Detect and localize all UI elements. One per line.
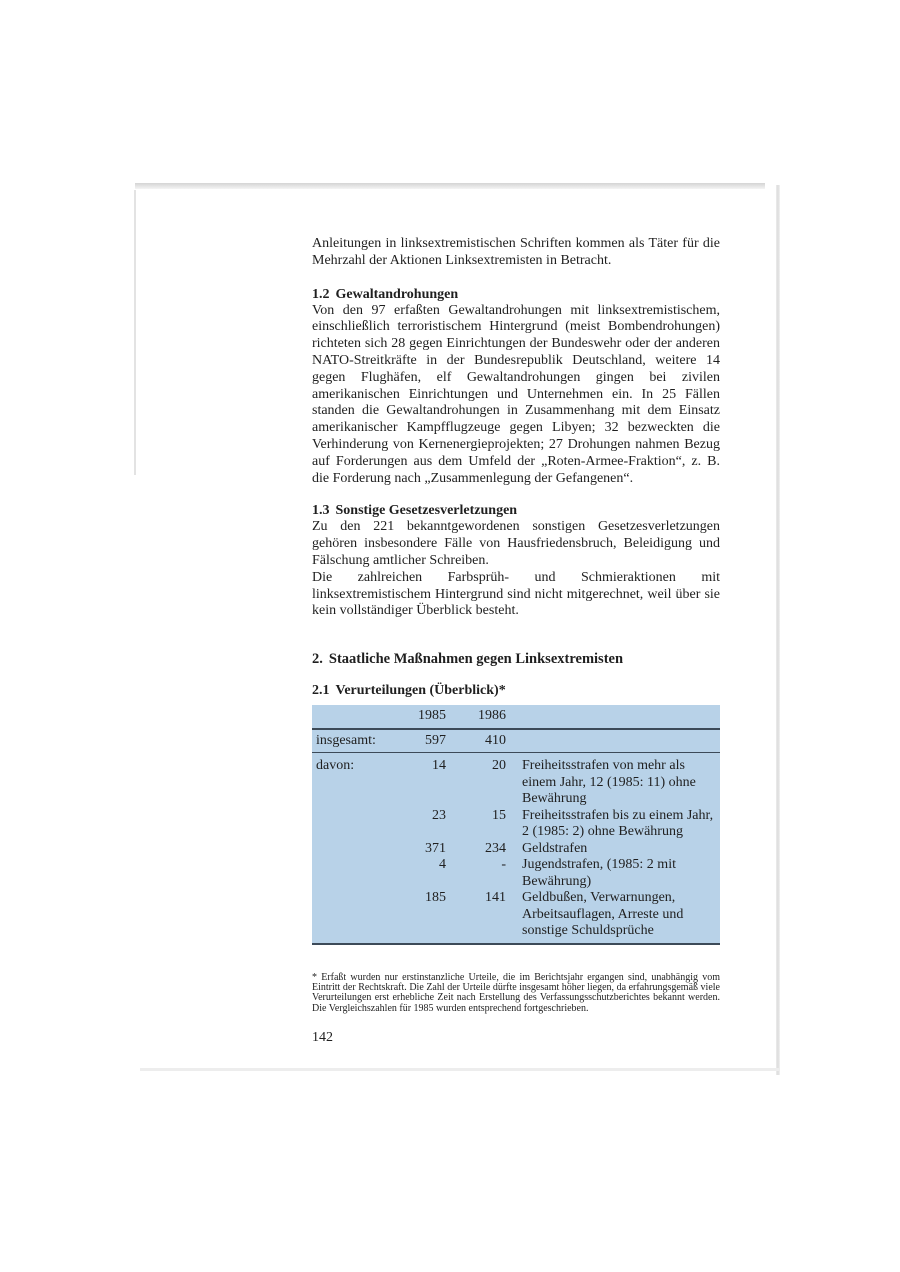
scan-edge-left	[134, 190, 136, 475]
table-header-row	[312, 705, 720, 730]
value-1985: 23	[432, 807, 446, 823]
document-page	[312, 236, 720, 1046]
section-1-2-text: Von den 97 erfaßten Gewaltandrohungen mit linksextremistischem, einschließlich terroristischem Hintergrund (meist Bombendrohungen) richteten sich 28 gegen Einrichtungen der Bundeswehr oder der anderen NATO-Streitkräfte in der Bundesrepublik Deutschland, weitere 14 gegen Flughäfen, elf Gewaltandrohungen gingen bei zivilen amerikanischen Einrichtungen und Unternehmen ein. In 25 Fällen standen die Gewaltandrohungen in Zusammenhang mit dem Einsatz amerikanischer Kampfflugzeuge gegen Libyen; 32 bezweckten die Verhinderung von Kernenergieprojekten; 27 Drohungen nahmen Bezug auf Forderungen aus dem Umfeld der „Roten-Armee-Fraktion“, z. B. die Forderung nach „Zusammenlegung der Gefangenen“.	[312, 302, 720, 486]
row-description: Freiheitsstrafen von mehr als einem Jahr, 12 (1985: 11) ohne Bewährung	[522, 758, 696, 807]
section-title: Verurteilungen (Überblick)*	[335, 683, 506, 699]
header-1986: 1986	[478, 708, 506, 724]
row-label	[312, 808, 390, 841]
section-title: Sonstige Gesetzesverletzungen	[335, 503, 518, 519]
table-row	[312, 758, 720, 808]
total-1985: 597	[425, 732, 446, 748]
row-label	[312, 857, 390, 890]
row-description: Jugendstrafen, (1985: 2 mit Bewährung)	[522, 857, 676, 889]
section-1-3-text-2: Die zahlreichen Farbsprüh- und Schmieraktionen mit linksextremistischem Hintergrund sind nicht mitgerechnet, weil über sie kein vollständiger Überblick besteht.	[312, 569, 720, 619]
section-number: 2.1	[312, 683, 330, 699]
section-number: 1.3	[312, 503, 330, 519]
value-1985: 371	[425, 840, 446, 856]
table-row	[312, 841, 720, 858]
row-description: Geldbußen, Verwarnungen, Arbeitsauflagen, Arreste und sonstige Schuldsprüche	[522, 890, 684, 939]
table-body	[312, 753, 720, 945]
table-row	[312, 808, 720, 841]
value-1986: -	[501, 857, 506, 873]
footnote: * Erfaßt wurden nur erstinstanzliche Urteile, die im Berichtsjahr ergangen sind, unabhängig vom Eintritt der Rechtskraft. Die Zahl der Urteile dürfte insgesamt höher liegen, da erfahrungsgemäß viele Verurteilungen erst erhebliche Zeit nach Erstellung des Verfassungsschutzberichtes bekannt werden. Die Vergleichszahlen für 1985 wurden entsprechend fortgeschrieben.	[312, 971, 720, 1014]
row-description: Freiheitsstrafen bis zu einem Jahr, 2 (1985: 2) ohne Bewährung	[522, 807, 714, 840]
section-1-2-heading	[312, 286, 720, 303]
value-1985: 185	[425, 890, 446, 906]
section-2-heading	[312, 650, 720, 668]
section-2-1-heading	[312, 682, 720, 699]
total-label: insgesamt:	[316, 732, 376, 748]
section-number: 2.	[312, 651, 323, 668]
value-1986: 15	[492, 807, 506, 823]
table-total-row	[312, 730, 720, 754]
row-label	[312, 890, 390, 940]
section-title: Gewaltandrohungen	[335, 286, 459, 302]
row-description: Geldstrafen	[522, 840, 588, 856]
value-1985: 14	[432, 758, 446, 774]
value-1985: 4	[439, 857, 446, 873]
convictions-table	[312, 705, 720, 945]
section-number: 1.2	[312, 286, 330, 302]
table-row	[312, 857, 720, 890]
value-1986: 234	[485, 840, 506, 856]
table-row	[312, 890, 720, 940]
row-label: davon:	[316, 758, 355, 774]
scan-edge-top	[135, 183, 765, 189]
scan-edge-bottom	[140, 1068, 780, 1071]
value-1986: 20	[492, 758, 506, 774]
section-1-3-text-1: Zu den 221 bekanntgewordenen sonstigen Gesetzesverletzungen gehören insbesondere Fälle von Hausfriedensbruch, Beleidigung und Fälschung amtlicher Schreiben.	[312, 519, 720, 568]
section-title: Staatliche Maßnahmen gegen Linksextremisten	[328, 651, 624, 668]
scan-edge-right	[776, 185, 780, 1075]
row-label	[312, 841, 390, 858]
intro-paragraph: Anleitungen in linksextremistischen Schriften kommen als Täter für die Mehrzahl der Aktionen Linksextremisten in Betracht.	[312, 236, 720, 268]
section-1-3-heading	[312, 502, 720, 519]
page-number: 142	[312, 1030, 333, 1046]
header-1985: 1985	[418, 708, 446, 724]
total-1986: 410	[485, 732, 506, 748]
value-1986: 141	[485, 890, 506, 906]
